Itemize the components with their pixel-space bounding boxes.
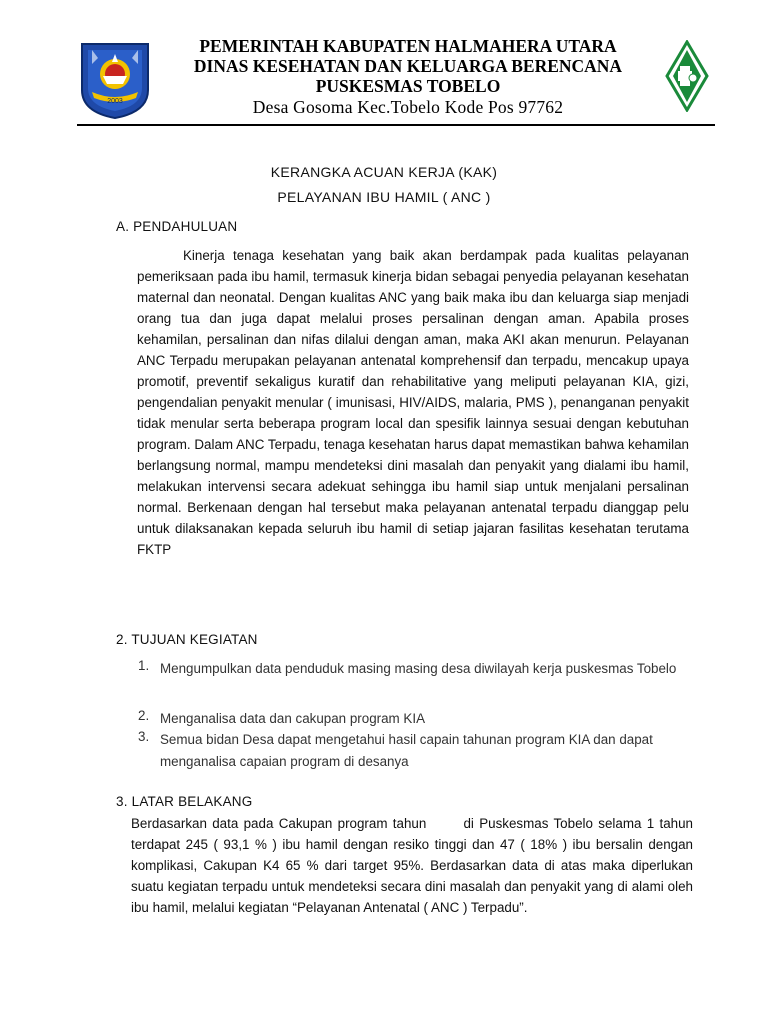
section-a-body: Kinerja tenaga kesehatan yang baik akan berdampak pada kualitas pelayanan pemeriksaan pada ibu hamil, termasuk kinerja bidan sebagai penyedia pelayanan kesehatan maternal dan neonatal. Dengan kualitas ANC yang baik maka ibu dan keluarga siap menjadi orang tua dan juga dapat melalui proses persalinan dengan aman. Apabila proses kehamilan, persalinan dan nifas dilalui dengan aman, maka AKI akan menurun. Pelayanan ANC Terpadu merupakan pelayanan antenatal komprehensif dan terpadu, mencakup upaya promotif, preventif sekaligus kuratif dan rehabilitative yang meliputi pelayanan KIA, gizi, pengendalian penyakit menular ( imunisasi, HIV/AIDS, malaria, PMS ), penanganan penyakit tidak menular serta beberapa program local dan spesifik lainnya sesuai dengan kebutuhan program. Dalam ANC Terpadu, tenaga kesehatan harus dapat memastikan bahwa kehamilan berlangsung normal, mampu mendeteksi dini masalah dan penyakit yang dialami ibu hamil, melakukan intervensi secara adekuat sehingga ibu hamil siap untuk menjalani persalinan normal. Berkenaan dengan hal tersebut maka pelayanan antenatal terpadu dianggap pelu untuk dilaksanakan kepada seluruh ibu hamil di setiap jajaran fasilitas kesehatan terutama FKTP — [137, 248, 689, 557]
letterhead-divider — [77, 124, 715, 126]
section-a-heading: A. PENDAHULUAN — [116, 219, 238, 234]
svg-text:2003: 2003 — [107, 98, 123, 105]
list-item — [138, 708, 698, 730]
document-subtitle: PELAYANAN IBU HAMIL ( ANC ) — [277, 189, 491, 205]
document-title: KERANGKA ACUAN KERJA (KAK) — [270, 164, 498, 180]
list-item-text: Mengumpulkan data penduduk masing masing desa diwilayah kerja puskesmas Tobelo — [160, 661, 677, 676]
letterhead-puskesmas: PUSKESMAS TOBELO — [315, 76, 501, 96]
letterhead-government: PEMERINTAH KABUPATEN HALMAHERA UTARA — [199, 36, 617, 56]
list-item — [138, 658, 698, 702]
list-item-number: 2. — [138, 708, 150, 723]
section-3-body: Berdasarkan data pada Cakupan program tahun di Puskesmas Tobelo selama 1 tahun terdapat 245 ( 93,1 % ) ibu hamil dengan resiko tinggi dan 47 ( 18% ) ibu bersalin dengan komplikasi, Cakupan K4 65 % dari target 95%. Berdasarkan data di atas maka diperlukan suatu kegiatan terpadu untuk mendeteksi secara dini masalah dan penyakit yang di alami oleh ibu hamil, melalui kegiatan “Pelayanan Antenatal ( ANC ) Terpadu”. — [131, 816, 697, 915]
list-item-text: Menganalisa data dan cakupan program KIA — [160, 711, 426, 726]
letterhead — [150, 36, 666, 118]
letterhead-address: Desa Gosoma Kec.Tobelo Kode Pos 97762 — [252, 97, 564, 117]
section-3-heading: 3. LATAR BELAKANG — [116, 794, 253, 809]
list-item-number: 3. — [138, 729, 150, 744]
letterhead-department: DINAS KESEHATAN DAN KELUARGA BERENCANA — [193, 56, 623, 76]
list-item-text: Semua bidan Desa dapat mengetahui hasil capain tahunan program KIA dan dapat menganalisa capaian program di desanya — [160, 732, 653, 769]
list-item-number: 1. — [138, 658, 150, 673]
regency-crest-icon — [78, 40, 152, 120]
list-item — [138, 729, 698, 773]
section-2-heading: 2. TUJUAN KEGIATAN — [116, 632, 258, 647]
puskesmas-logo-icon — [665, 40, 709, 112]
